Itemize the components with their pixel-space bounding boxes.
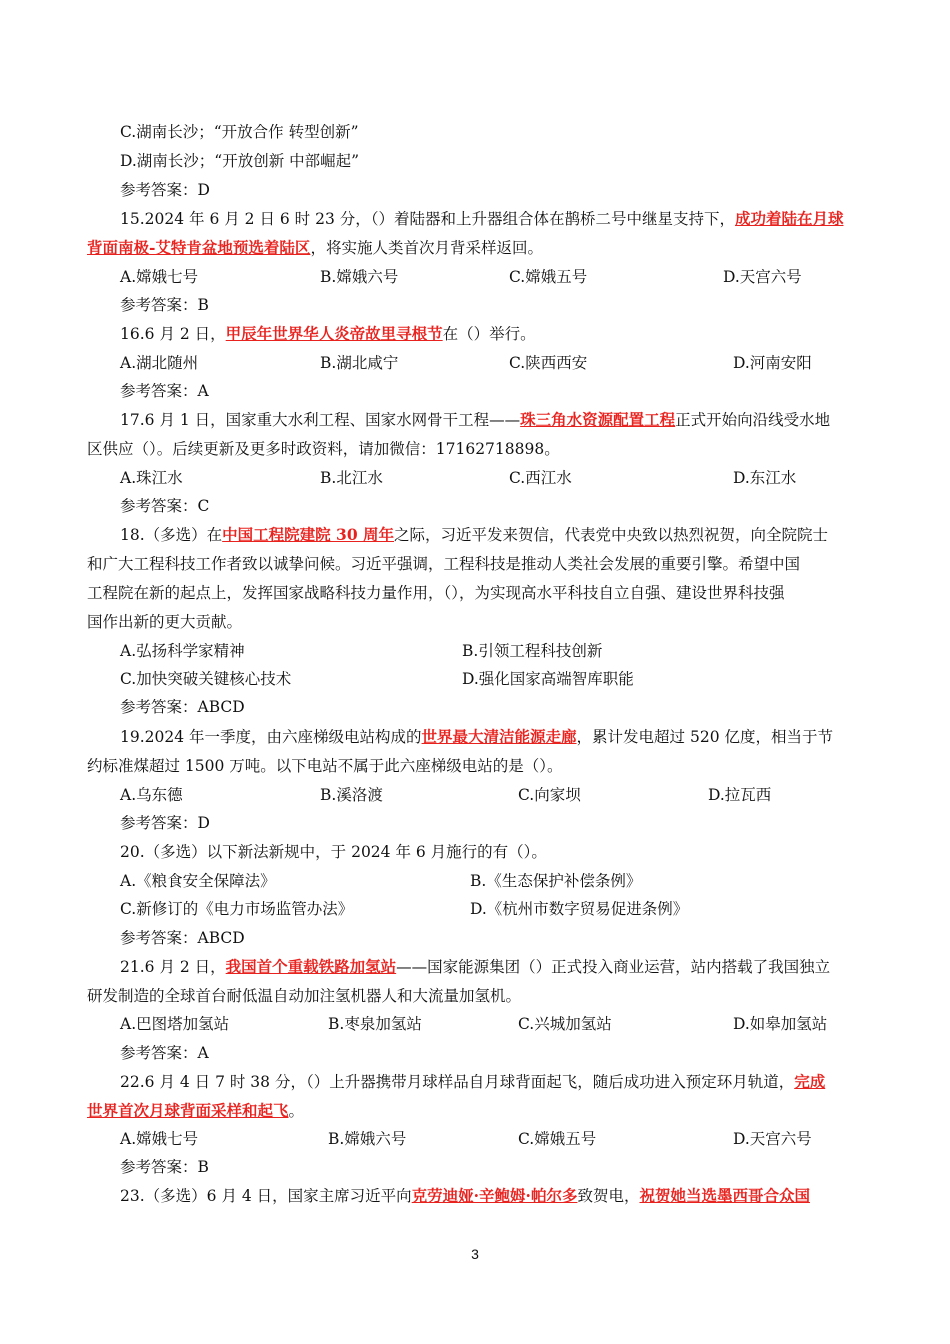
q21-text-line1: 21.6 月 2 日，我国首个重载铁路加氢站——国家能源集团（）正式投入商业运营，站内搭载了我国独立 — [120, 957, 831, 976]
q20-option-a: A.《粮食安全保障法》 — [120, 872, 276, 890]
q23-highlight-congrats: 祝贺她当选墨西哥合众国 — [639, 1186, 810, 1205]
q17-option-c: C.西江水 — [509, 469, 572, 487]
q19-highlight: 世界最大清洁能源走廊 — [421, 727, 577, 746]
q17-text-line2: 区供应（）。后续更新及更多时政资料，请加微信：17162718898。 — [87, 440, 560, 458]
q17-highlight: 珠三角水资源配置工程 — [520, 410, 676, 429]
q20-option-d: D.《杭州市数字贸易促进条例》 — [470, 900, 689, 918]
q21-option-a: A.巴图塔加氢站 — [120, 1015, 230, 1033]
page-number: 3 — [471, 1246, 479, 1262]
q17-option-a: A.珠江水 — [120, 469, 183, 487]
q19-text-line2: 约标准煤超过 1500 万吨。以下电站不属于此六座梯级电站的是（）。 — [87, 757, 563, 775]
q19-option-a: A.乌东德 — [120, 786, 183, 804]
q18-text-line3: 工程院在新的起点上，发挥国家战略科技力量作用，（），为实现高水平科技自立自强、建设世界科技强 — [87, 584, 785, 602]
q23-text-line1: 23.（多选）6 月 4 日，国家主席习近平向克劳迪娅·辛鲍姆·帕尔多致贺电，祝贺她当选墨西哥合众国 — [120, 1186, 810, 1205]
q18-option-d: D.强化国家高端智库职能 — [462, 670, 634, 688]
q23-highlight-name: 克劳迪娅·辛鲍姆·帕尔多 — [411, 1186, 578, 1205]
q16-option-b: B.湖北咸宁 — [320, 354, 399, 372]
q18-text-line4: 国作出新的更大贡献。 — [87, 613, 243, 631]
q21-answer: 参考答案：A — [120, 1044, 209, 1062]
q19-option-c: C.向家坝 — [518, 786, 581, 804]
q17-option-d: D.东江水 — [733, 469, 797, 487]
q16-answer: 参考答案：A — [120, 382, 209, 400]
q15-text-line2: 背面南极-艾特肯盆地预选着陆区，将实施人类首次月背采样返回。 — [87, 238, 543, 257]
q15-text-line1: 15.2024 年 6 月 2 日 6 时 23 分，（）着陆器和上升器组合体在鹊桥二号中继星支持下，成功着陆在月球 — [120, 209, 844, 228]
q18-text-line1: 18.（多选）在中国工程院建院 30 周年之际，习近平发来贺信，代表党中央致以热烈祝贺，向全院院士 — [120, 525, 829, 544]
q21-option-d: D.如皋加氢站 — [733, 1015, 828, 1033]
q15-option-d: D.天宫六号 — [723, 268, 802, 286]
q16-option-d: D.河南安阳 — [733, 354, 812, 372]
q22-highlight-cont: 世界首次月球背面采样和起飞 — [87, 1101, 289, 1120]
q19-option-d: D.拉瓦西 — [708, 786, 772, 804]
q17-option-b: B.北江水 — [320, 469, 383, 487]
q16-option-c: C.陕西西安 — [509, 354, 588, 372]
q15-highlight: 成功着陆在月球 — [735, 209, 844, 228]
q15-option-b: B.嫦娥六号 — [320, 268, 399, 286]
q18-option-a: A.弘扬科学家精神 — [120, 642, 245, 660]
q16-text: 16.6 月 2 日，甲辰年世界华人炎帝故里寻根节在（）举行。 — [120, 324, 536, 343]
q15-option-a: A.嫦娥七号 — [120, 268, 199, 286]
q14-option-c: C.湖南长沙；“开放合作 转型创新” — [120, 123, 359, 141]
q16-highlight: 甲辰年世界华人炎帝故里寻根节 — [225, 324, 443, 343]
q19-option-b: B.溪洛渡 — [320, 786, 383, 804]
q18-option-c: C.加快突破关键核心技术 — [120, 670, 292, 688]
q17-answer: 参考答案：C — [120, 497, 210, 515]
q14-option-d: D.湖南长沙；“开放创新 中部崛起” — [120, 152, 360, 170]
q15-highlight-cont: 背面南极-艾特肯盆地预选着陆区 — [87, 238, 311, 257]
q22-text-line2: 世界首次月球背面采样和起飞。 — [87, 1101, 305, 1120]
q21-option-c: C.兴城加氢站 — [518, 1015, 612, 1033]
q21-option-b: B.枣泉加氢站 — [328, 1015, 422, 1033]
q17-text-line1: 17.6 月 1 日，国家重大水利工程、国家水网骨干工程——珠三角水资源配置工程正式开始向沿线受水地 — [120, 410, 831, 429]
q15-answer: 参考答案：B — [120, 296, 209, 314]
q18-option-b: B.引领工程科技创新 — [462, 642, 603, 660]
q19-text-line1: 19.2024 年一季度，由六座梯级电站构成的世界最大清洁能源走廊，累计发电超过 520 亿度，相当于节 — [120, 727, 833, 746]
q20-option-b: B.《生态保护补偿条例》 — [470, 872, 642, 890]
q16-option-a: A.湖北随州 — [120, 354, 199, 372]
q15-option-c: C.嫦娥五号 — [509, 268, 588, 286]
q22-answer: 参考答案：B — [120, 1158, 209, 1176]
q22-highlight: 完成 — [794, 1072, 826, 1091]
q22-option-c: C.嫦娥五号 — [518, 1130, 597, 1148]
q22-option-d: D.天宫六号 — [733, 1130, 812, 1148]
q14-answer: 参考答案：D — [120, 181, 210, 199]
q20-answer: 参考答案：ABCD — [120, 929, 245, 947]
q21-highlight: 我国首个重载铁路加氢站 — [225, 957, 397, 976]
q22-option-a: A.嫦娥七号 — [120, 1130, 199, 1148]
q22-option-b: B.嫦娥六号 — [328, 1130, 407, 1148]
q20-text: 20.（多选）以下新法新规中，于 2024 年 6 月施行的有（）。 — [120, 843, 547, 861]
q22-text-line1: 22.6 月 4 日 7 时 38 分，（）上升器携带月球样品自月球背面起飞，随后成功进入预定环月轨道，完成 — [120, 1072, 826, 1091]
q19-answer: 参考答案：D — [120, 814, 210, 832]
q21-text-line2: 研发制造的全球首台耐低温自动加注氢机器人和大流量加氢机。 — [87, 987, 522, 1005]
q18-answer: 参考答案：ABCD — [120, 698, 245, 716]
q18-text-line2: 和广大工程科技工作者致以诚挚问候。习近平强调，工程科技是推动人类社会发展的重要引擎。希望中国 — [87, 555, 801, 573]
q20-option-c: C.新修订的《电力市场监管办法》 — [120, 900, 354, 918]
q18-highlight: 中国工程院建院 30 周年 — [222, 525, 395, 544]
